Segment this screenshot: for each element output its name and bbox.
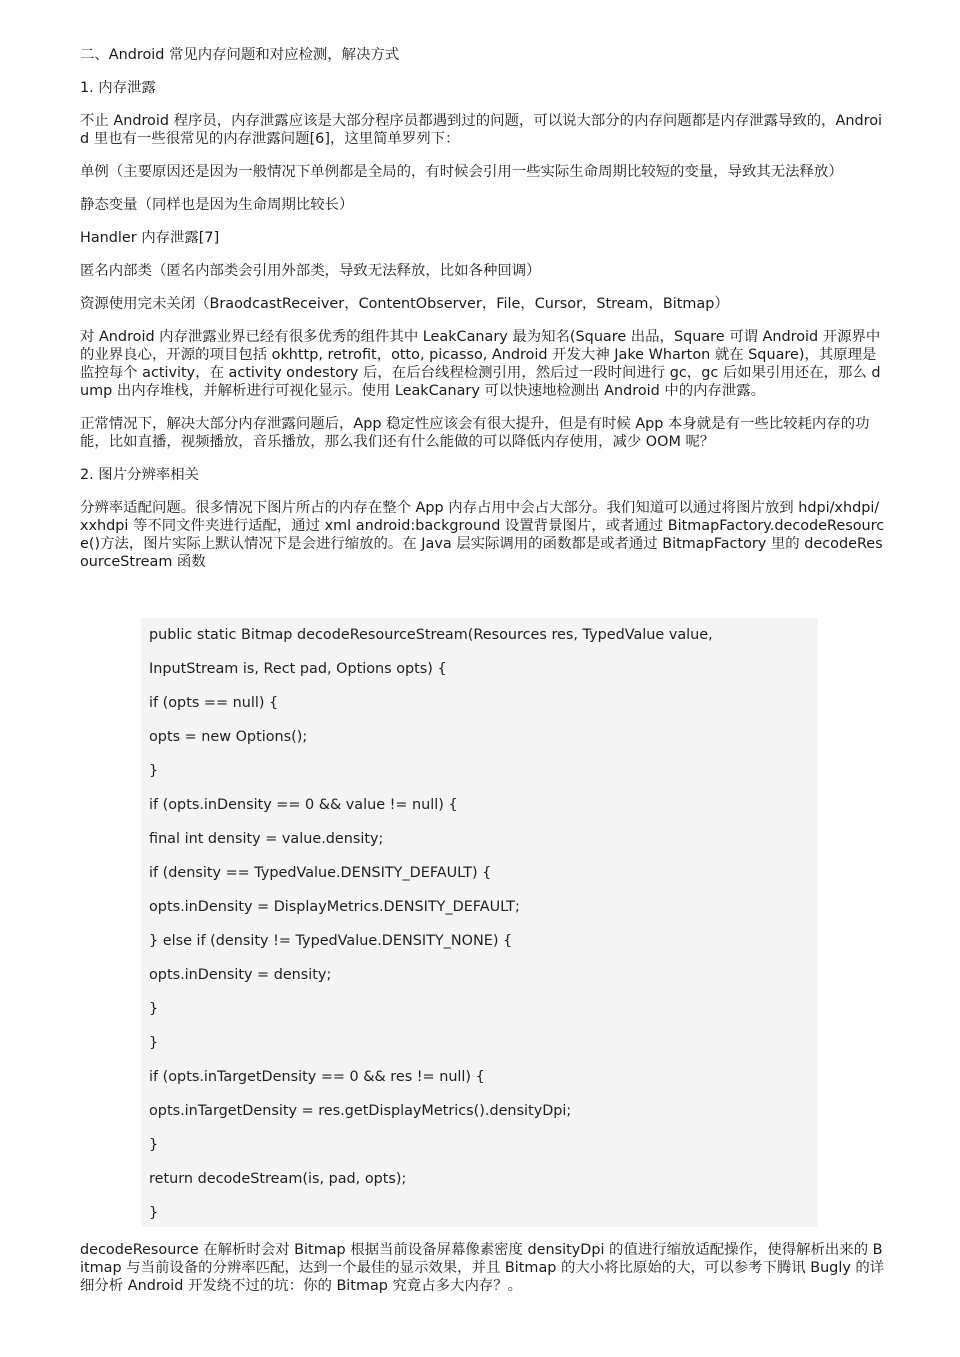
paragraph-handler: Handler 内存泄露[7] (80, 230, 220, 246)
paragraph-normal-case: 正常情况下，解决大部分内存泄露问题后，App 稳定性应该会有很大提升，但是有时候 App 本身就是有一些比较耗内存的功能，比如直播，视频播放，音乐播放，那么我们还有什么能做的可以降低内存使用，减少 OOM 呢？ (80, 416, 870, 450)
paragraph-resource: 资源使用完未关闭（BraodcastReceiver，ContentObserver，File，Cursor，Stream，Bitmap） (80, 296, 729, 312)
paragraph-resolution: 分辨率适配问题。很多情况下图片所占的内存在整个 App 内存占用中会占大部分。我们知道可以通过将图片放到 hdpi/xhdpi/xxhdpi 等不同文件夹进行适配，通过 xml android:background 设置背景图片，或者通过 BitmapFactory.decodeResource()方法，图片实际上默认情况下是会进行缩放的。在 Java 层实际调用的函数都是或者通过 BitmapFactory 里的 decodeResourceStream 函数 (80, 500, 885, 570)
code-line: } (149, 1001, 159, 1017)
code-line: if (opts == null) { (149, 695, 279, 711)
paragraph-leakcanary: 对 Android 内存泄露业界已经有很多优秀的组件其中 LeakCanary 最为知名(Square 出品，Square 可谓 Android 开源界中的业界良心，开源的项目包括 okhttp, retrofit，otto, picasso, Android 开发大神 Jake Wharton 就在 Square)，其原理是监控每个 activity，在 activity ondestory 后，在后台线程检测引用，然后过一段时间进行 gc，gc 后如果引用还在，那么 dump 出内存堆栈，并解析进行可视化显示。使用 LeakCanary 可以快速地检测出 Android 中的内存泄露。 (80, 329, 881, 399)
code-line: } (149, 1137, 159, 1153)
section-heading-main: 二、Android 常见内存问题和对应检测，解决方式 (80, 47, 400, 63)
code-block (141, 618, 818, 1227)
code-line: if (density == TypedValue.DENSITY_DEFAULT) { (149, 865, 492, 881)
code-line: } (149, 1035, 159, 1051)
document-tail (80, 1241, 885, 1295)
paragraph-static: 静态变量（同样也是因为生命周期比较长） (80, 197, 354, 213)
code-line: opts.inDensity = density; (149, 967, 332, 983)
document-body (80, 46, 885, 587)
code-line: return decodeStream(is, pad, opts); (149, 1171, 407, 1187)
code-line: public static Bitmap decodeResourceStream(Resources res, TypedValue value, (149, 627, 713, 643)
code-line: InputStream is, Rect pad, Options opts) { (149, 661, 447, 677)
section-heading-resolution: 2. 图片分辨率相关 (80, 467, 200, 483)
section-heading-memory-leak: 1. 内存泄露 (80, 80, 156, 96)
code-line: } (149, 763, 159, 779)
code-line: } else if (density != TypedValue.DENSITY_NONE) { (149, 933, 513, 949)
code-line: final int density = value.density; (149, 831, 384, 847)
code-line: if (opts.inDensity == 0 && value != null) { (149, 797, 458, 813)
paragraph-decode-resource: decodeResource 在解析时会对 Bitmap 根据当前设备屏幕像素密度 densityDpi 的值进行缩放适配操作，使得解析出来的 Bitmap 与当前设备的分辨率匹配，达到一个最佳的显示效果，并且 Bitmap 的大小将比原始的大，可以参考下腾讯 Bugly 的详细分析 Android 开发绕不过的坑：你的 Bitmap 究竟占多大内存？。 (80, 1242, 885, 1294)
code-line: opts = new Options(); (149, 729, 308, 745)
code-line: opts.inTargetDensity = res.getDisplayMetrics().densityDpi; (149, 1103, 572, 1119)
code-line: if (opts.inTargetDensity == 0 && res != null) { (149, 1069, 485, 1085)
code-line: } (149, 1205, 159, 1221)
paragraph-intro: 不止 Android 程序员，内存泄露应该是大部分程序员都遇到过的问题，可以说大部分的内存问题都是内存泄露导致的，Android 里也有一些很常见的内存泄露问题[6]，这里简单罗列下： (80, 113, 883, 147)
code-line: opts.inDensity = DisplayMetrics.DENSITY_DEFAULT; (149, 899, 520, 915)
paragraph-singleton: 单例（主要原因还是因为一般情况下单例都是全局的，有时候会引用一些实际生命周期比较短的变量，导致其无法释放） (80, 164, 843, 180)
paragraph-anonymous-class: 匿名内部类（匿名内部类会引用外部类，导致无法释放，比如各种回调） (80, 263, 541, 279)
